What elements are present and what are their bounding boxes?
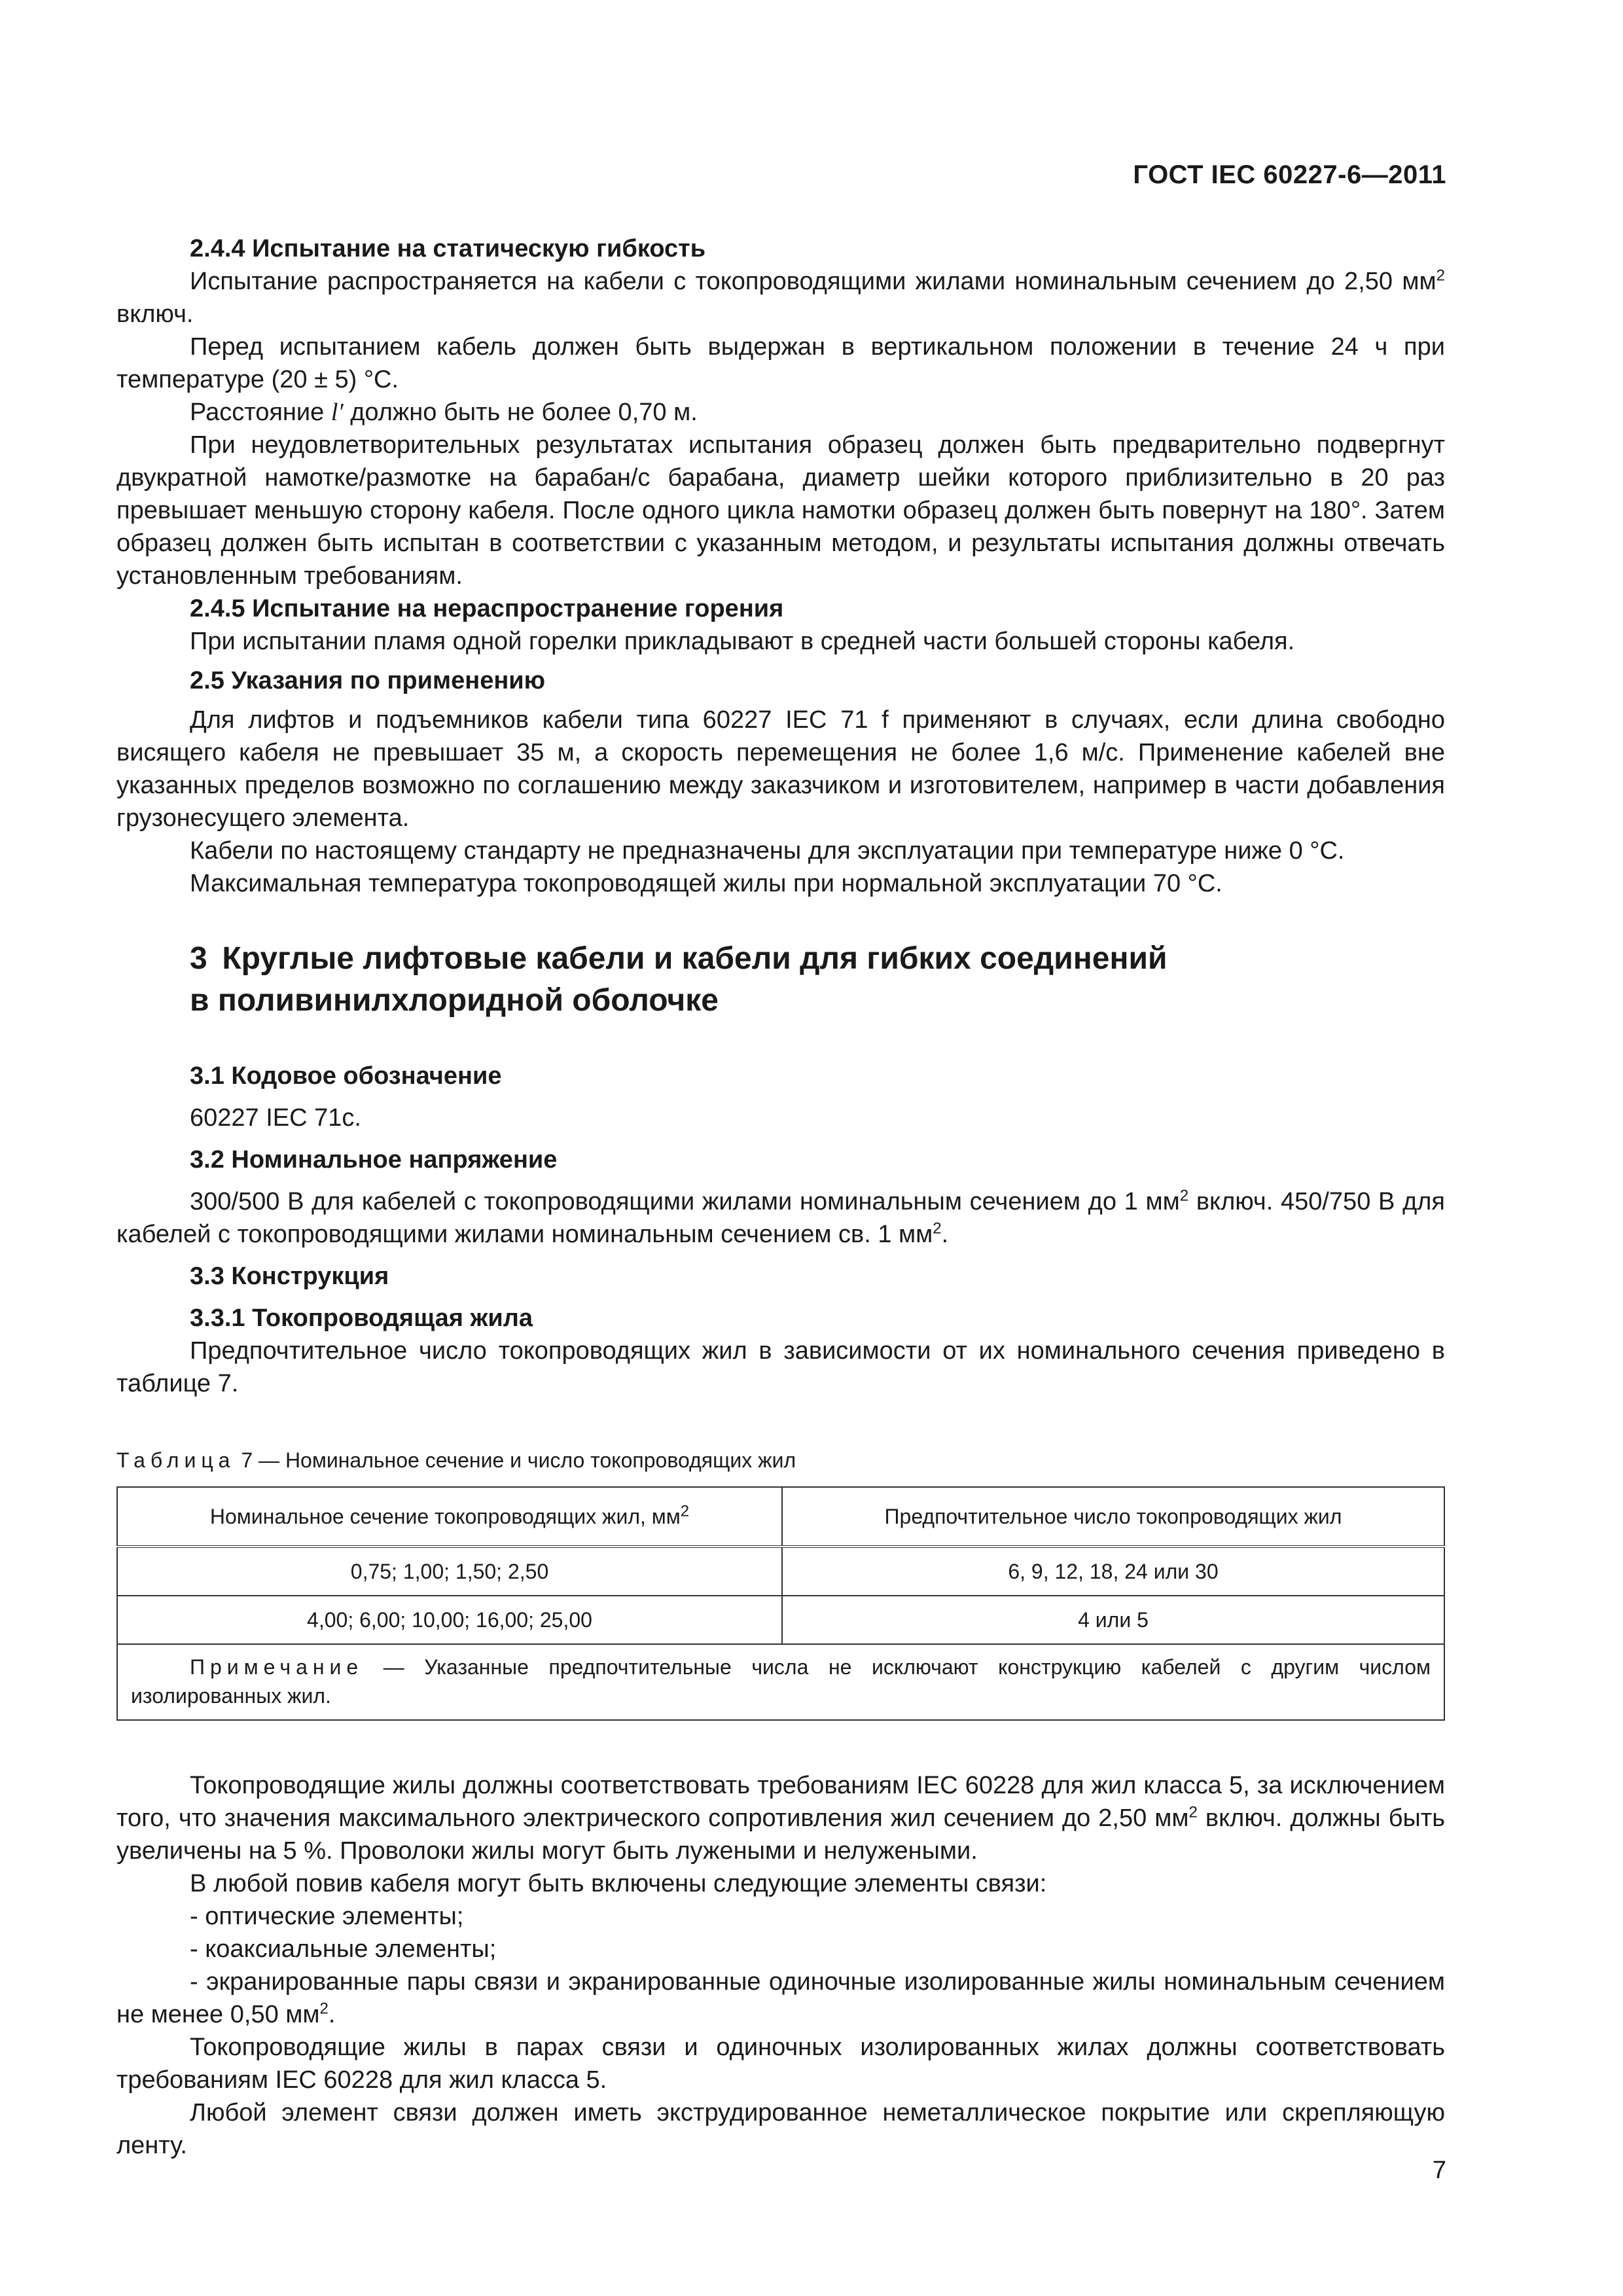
paragraph: Предпочтительное число токопроводящих жил в зависимости от их номинального сечения приведено в таблице 7.: [116, 1337, 1445, 1397]
section-heading-3-3: 3.3 Конструкция: [190, 1263, 389, 1290]
table-cell: 0,75; 1,00; 1,50; 2,50: [117, 1547, 782, 1596]
table-row: [117, 1547, 1444, 1596]
paragraph: Кабели по настоящему стандарту не предназначены для эксплуатации при температуре ниже 0 °С.: [190, 837, 1345, 865]
paragraph: Токопроводящие жилы в парах связи и одиночных изолированных жилах должны соответствовать требованиям IEC 60228 для жил класса 5.: [116, 2034, 1445, 2094]
document-header: ГОСТ IEC 60227-6—2011: [1133, 160, 1446, 189]
table-header-cell: Предпочтительное число токопроводящих жил: [782, 1487, 1444, 1547]
page-number: 7: [1432, 2157, 1446, 2184]
table-cell: 6, 9, 12, 18, 24 или 30: [782, 1547, 1444, 1596]
paragraph: Для лифтов и подъемников кабели типа 60227 IEC 71 f применяют в случаях, если длина свободно висящего кабеля не превышает 35 м, а скорость перемещения не более 1,6 м/с. Применение кабелей вне указанных пределов возможно по соглашению между заказчиком и изготовителем, например в части добавления грузонесущего элемента.: [116, 706, 1445, 832]
table-cell: 4,00; 6,00; 10,00; 16,00; 25,00: [117, 1596, 782, 1644]
document-body: [116, 232, 1445, 2162]
section-heading-3-3-1: 3.3.1 Токопроводящая жила: [190, 1304, 533, 1332]
table-cell: 4 или 5: [782, 1596, 1444, 1644]
table-7: [116, 1486, 1445, 1721]
table-caption: Таблица 7 — Номинальное сечение и число токопроводящих жил: [116, 1448, 796, 1472]
paragraph: При неудовлетворительных результатах испытания образец должен быть предварительно подвергнут двукратной намотке/размотке на барабан/с барабана, диаметр шейки которого приблизительно в 20 раз превышает меньшую сторону кабеля. После одного цикла намотки образец должен быть повернут на 180°. Затем образец должен быть испытан в соответствии с указанным методом, и результаты испытания должны отвечать установленным требованиям.: [116, 431, 1445, 590]
list-item: - оптические элементы;: [190, 1903, 464, 1930]
paragraph: Любой элемент связи должен иметь экструдированное неметаллическое покрытие или скрепляющую ленту.: [116, 2099, 1445, 2159]
paragraph: Максимальная температура токопроводящей жилы при нормальной эксплуатации 70 °С.: [190, 870, 1222, 897]
section-heading-2-4-5: 2.4.5 Испытание на нераспространение горения: [190, 595, 784, 622]
section-heading-3-1: 3.1 Кодовое обозначение: [190, 1062, 502, 1090]
paragraph: 60227 IEC 71c.: [190, 1104, 361, 1132]
table-note: Примечание — Указанные предпочтительные числа не исключают конструкцию кабелей с другим числом изолированных жил.: [117, 1644, 1444, 1720]
paragraph: Токопроводящие жилы должны соответствовать требованиям IEC 60228 для жил класса 5, за исключением того, что значения максимального электрического сопротивления жил сечением до 2,50 $мм^2$ включ. должны быть увеличены на 5 %. Проволоки жилы могут быть лужеными и нелужеными.: [116, 1772, 1446, 1865]
paragraph: Расстояние l′ должно быть не более 0,70 м.: [190, 399, 698, 426]
paragraph: 300/500 В для кабелей с токопроводящими жилами номинальным сечением до 1 $мм^2$ включ. 450/750 В для кабелей с токопроводящими жилами номинальным сечением св. 1 $мм^2$.: [116, 1187, 1446, 1248]
distance-symbol: l′: [330, 399, 344, 426]
paragraph: Перед испытанием кабель должен быть выдержан в вертикальном положении в течение 24 ч при температуре (20 ± 5) °С.: [116, 333, 1445, 393]
section-heading-3: 3 Круглые лифтовые кабели и кабели для гибких соединений в поливинилхлоридной оболочке: [190, 941, 1168, 1018]
table-row: [117, 1596, 1444, 1644]
list-item: - экранированные пары связи и экранированные одиночные изолированные жилы номинальным сечением не менее 0,50 $мм^2$.: [116, 1968, 1445, 2028]
table-header-cell: Номинальное сечение токопроводящих жил, $мм^2$: [117, 1487, 782, 1547]
paragraph: Испытание распространяется на кабели с токопроводящими жилами номинальным сечением до 2,50 $мм^2$ включ.: [116, 266, 1445, 328]
section-heading-2-5: 2.5 Указания по применению: [190, 667, 546, 694]
section-heading-2-4-4: 2.4.4 Испытание на статическую гибкость: [190, 235, 706, 262]
table-note-row: [117, 1644, 1444, 1720]
section-heading-3-2: 3.2 Номинальное напряжение: [190, 1146, 558, 1174]
paragraph: При испытании пламя одной горелки прикладывают в средней части большей стороны кабеля.: [190, 628, 1295, 655]
paragraph: В любой повив кабеля могут быть включены следующие элементы связи:: [190, 1870, 1047, 1897]
list-item: - коаксиальные элементы;: [190, 1935, 497, 1963]
